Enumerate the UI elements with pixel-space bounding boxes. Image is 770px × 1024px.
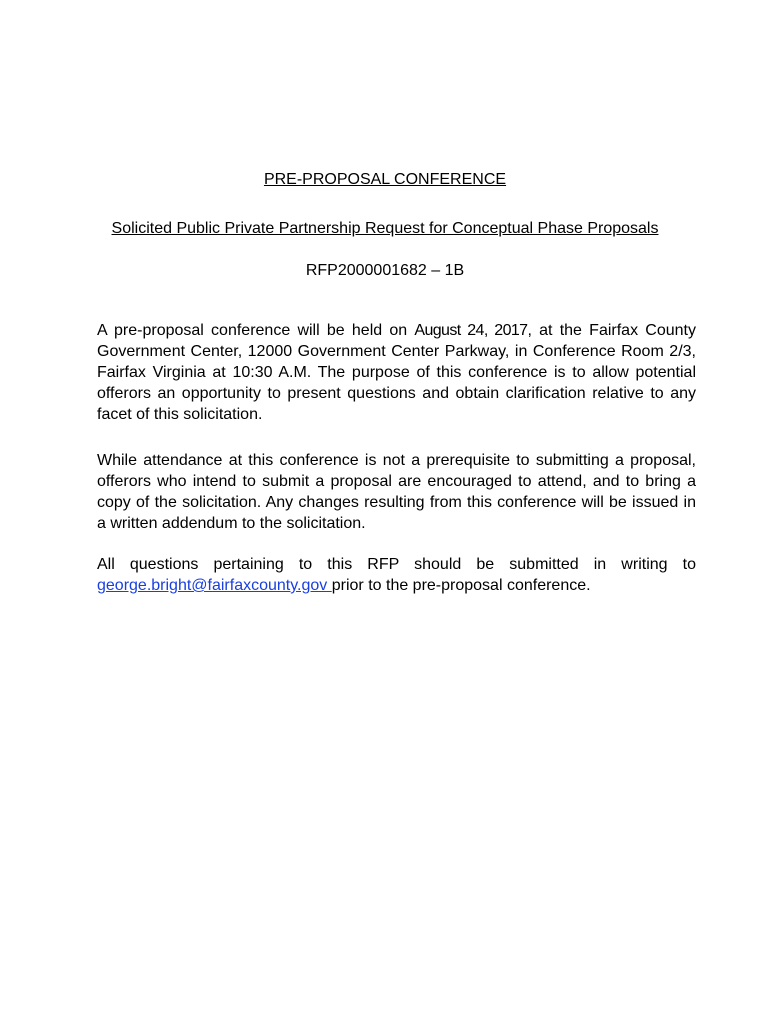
paragraph-1-body: , at the Fairfax County Government Center, 12000 Government Center Parkway, in Conference Room 2/3, Fairfax Virginia at 10:30 A.M. The purpose of this conference is to allow potential offerors an opportunity to present questions and obtain clarification relative to any facet of this solicitation. [97, 322, 696, 423]
conference-details-paragraph [97, 320, 696, 425]
rfp-number: RFP2000001682 – 1B [305, 262, 465, 279]
document-title: PRE-PROPOSAL CONFERENCE [263, 171, 507, 188]
conference-date: August 24, 2017 [414, 322, 528, 339]
document-subtitle: Solicited Public Private Partnership Request for Conceptual Phase Proposals [111, 220, 659, 237]
attendance-paragraph: While attendance at this conference is not a prerequisite to submitting a proposal, offerors who intend to submit a proposal are encouraged to attend, and to bring a copy of the solicitation. Any changes resulting from this conference will be issued in a written addendum to the solicitation. [97, 452, 696, 532]
paragraph-3-outro: prior to the pre-proposal conference. [331, 577, 591, 594]
contact-email-link[interactable]: george.bright@fairfaxcounty.gov [97, 577, 332, 594]
paragraph-1-intro: A pre-proposal conference will be held on [97, 322, 415, 339]
questions-paragraph [97, 554, 696, 596]
paragraph-3-intro: All questions pertaining to this RFP should be submitted in writing to [97, 556, 696, 573]
